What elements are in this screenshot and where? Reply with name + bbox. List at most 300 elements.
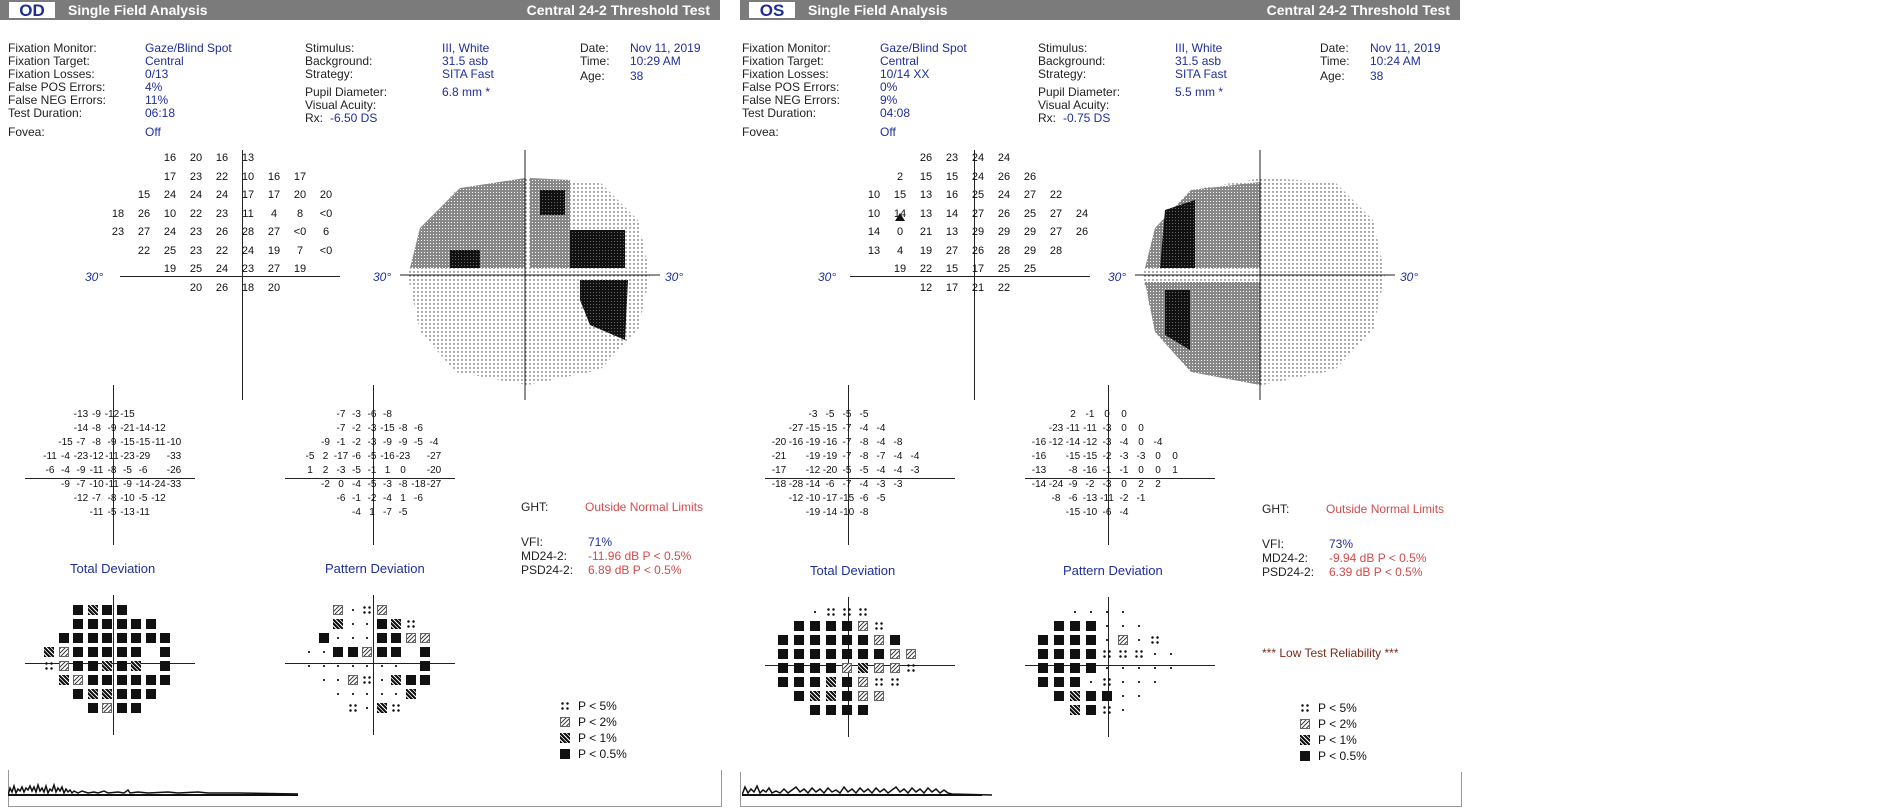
probability-symbol [874,663,884,673]
probability-symbol [420,661,430,671]
grid-value: 15 [945,170,959,183]
probability-symbol [362,633,372,643]
grid-value: -3 [1119,451,1129,462]
grid-value: -19 [805,451,821,462]
grid-value: -12 [788,493,804,504]
probability-symbol [362,605,372,615]
grid-value: -23 [395,451,411,462]
grid-value: -6 [414,423,423,434]
probability-symbol [362,661,372,671]
grid-value: -15 [1065,451,1081,462]
false-neg-label: False NEG Errors: [742,93,841,107]
probability-symbol [1070,607,1080,617]
legend-label: P < 5% [578,699,617,713]
stimulus-value: III, White [442,41,490,55]
probability-symbol [858,621,868,631]
grid-value: -7 [383,507,392,518]
probability-symbol [88,675,98,685]
legend-symbol [1300,735,1310,745]
grid-value: -6 [859,493,869,504]
probability-symbol [348,703,358,713]
grid-value: 1 [1172,465,1178,476]
probability-symbol [1070,635,1080,645]
grid-value: 22 [189,207,203,220]
grid-value: -4 [876,465,886,476]
probability-symbol [1102,621,1112,631]
blind-spot-marker [895,213,905,221]
grid-value: -4 [859,479,869,490]
grid-value: 24 [971,170,985,183]
grid-value: -4 [893,465,903,476]
grid-value: -19 [805,437,821,448]
grid-value: 27 [1023,189,1037,201]
grid-value: -1 [367,465,377,476]
grid-value: 27 [1049,207,1063,220]
pattern-prob-v-axis [373,595,374,735]
probability-symbol [778,663,788,673]
grid-value: -2 [1119,493,1129,504]
grid-value: -5 [107,507,117,518]
fixation-target-value: Central [145,54,184,68]
ght-value: Outside Normal Limits [585,500,704,514]
grid-value: 10 [867,189,881,201]
probability-symbol [117,633,127,643]
probability-symbol [333,647,343,657]
probability-symbol [146,675,156,685]
probability-symbol [1070,663,1080,673]
strategy-value: SITA Fast [1175,67,1227,81]
grid-value: -3 [808,409,818,420]
grid-value: -2 [321,479,330,490]
grid-value: 23 [111,226,125,238]
grid-value: <0 [319,207,333,220]
grid-value: 22 [215,170,229,183]
probability-symbol [1134,677,1144,687]
grid-value: 27 [1049,226,1063,238]
probability-symbol [146,619,156,629]
grid-value: 4 [896,244,904,257]
probability-symbol [102,661,112,671]
probability-symbol [810,621,820,631]
grid-value: 13 [867,244,881,257]
grid-value: -9 [92,409,101,420]
probability-symbol [319,633,329,643]
grid-value: -20 [771,437,787,448]
grid-value: -5 [842,465,852,476]
grid-value: -6 [352,451,361,462]
probability-symbol [391,647,401,657]
probability-symbol [88,633,98,643]
gray-degree-label-left: 30° [1108,270,1127,284]
grid-value: -1 [1119,465,1129,476]
probability-symbol [377,689,387,699]
probability-symbol [333,661,343,671]
grid-value: 13 [945,226,959,238]
probability-symbol [160,647,170,657]
grid-value: -7 [336,423,346,434]
grid-value: <0 [319,244,333,257]
probability-symbol [810,691,820,701]
grid-value: -9 [107,423,117,434]
grid-value: 26 [997,170,1011,183]
grid-value: -1 [1102,465,1112,476]
grid-value: -20 [822,465,838,476]
grid-value: 21 [919,226,933,238]
grid-value: -17 [771,465,787,476]
probability-symbol [348,675,358,685]
vfi-label: VFI: [521,535,544,549]
probability-symbol [391,633,401,643]
grid-value: 10 [867,207,881,220]
grid-value: -11 [151,437,166,448]
grid-value: -20 [426,465,442,476]
probability-symbol [810,677,820,687]
grid-value: -4 [61,465,70,476]
rx-value: -6.50 DS [330,111,378,125]
probability-symbol [1086,677,1096,687]
grid-value: -8 [859,437,869,448]
fovea-label: Fovea: [742,125,779,139]
grid-value: 15 [137,189,151,201]
grid-value: 14 [893,207,907,220]
grid-value: -1 [336,437,346,448]
grid-value: -24 [1048,479,1064,490]
grid-value: 0 [1138,423,1144,434]
grid-value: 27 [137,226,151,238]
probability-symbol [1102,677,1112,687]
grid-value: 16 [945,189,959,201]
os-report [740,0,1460,808]
threshold-h-axis [120,276,340,277]
grid-value: -11 [136,507,150,518]
probability-symbol [842,649,852,659]
grid-value: -6 [1102,507,1112,518]
probability-symbol [1054,649,1064,659]
gray-degree-label-left: 30° [373,270,392,284]
grid-value: -4 [1153,437,1163,448]
probability-symbol [794,663,804,673]
age-label: Age: [580,69,605,83]
pupil-diameter-value: 5.5 mm * [1175,85,1224,99]
grid-value: -3 [367,437,377,448]
probability-symbol [117,689,127,699]
probability-symbol [1086,705,1096,715]
grid-value: 23 [241,263,255,275]
legend-symbol [1300,719,1310,729]
probability-symbol [1070,621,1080,631]
grid-value: -14 [135,423,151,434]
false-neg-value: 11% [145,93,169,107]
probability-symbol [102,689,112,699]
probability-symbol [333,619,343,629]
strategy-label: Strategy: [1038,67,1087,81]
test-duration-label: Test Duration: [742,106,817,120]
grid-value: 19 [919,244,933,257]
grid-value: 2 [1070,409,1076,420]
grid-value: -8 [398,479,408,490]
grid-value: -5 [367,479,377,490]
fixation-target-label: Fixation Target: [8,54,90,68]
grid-value: 25 [189,263,203,275]
probability-symbol [73,619,83,629]
grid-value: -7 [76,437,86,448]
grid-value: 22 [215,244,229,257]
probability-symbol [146,633,156,643]
total-deviation-caption: Total Deviation [70,561,156,576]
grid-value: -3 [1102,437,1112,448]
gray-degree-label-right: 30° [1400,270,1419,284]
fixation-monitor-value: Gaze/Blind Spot [145,41,232,55]
probability-symbol [73,689,83,699]
grid-value: 25 [1023,263,1037,275]
grid-value: -8 [859,507,869,518]
probability-symbol [826,677,836,687]
probability-symbol [858,705,868,715]
probability-symbol [1150,649,1160,659]
probability-symbol [858,607,868,617]
grid-value: -11 [43,451,57,462]
legend-label: P < 1% [1318,733,1357,747]
probability-symbol [160,633,170,643]
grid-value: -12 [1048,437,1064,448]
probability-symbol [333,605,343,615]
grid-value: 16 [267,170,281,183]
grid-value: 0 [338,479,344,490]
test-duration-value: 06:18 [145,106,176,120]
false-pos-label: False POS Errors: [8,80,106,94]
probability-symbol [858,663,868,673]
grid-value: -3 [876,479,886,490]
grid-value: -3 [1136,451,1146,462]
grid-value: -3 [893,479,903,490]
grid-value: -7 [876,451,886,462]
stimulus-value: III, White [1175,41,1223,55]
legend-label: P < 1% [578,731,617,745]
grid-value: -15 [135,437,151,448]
probability-symbol [1134,691,1144,701]
legend-label: P < 5% [1318,701,1357,715]
grid-value: 0 [1138,437,1144,448]
probability-symbol [73,633,83,643]
grid-value: -11 [105,451,119,462]
probability-symbol [826,705,836,715]
probability-symbol [131,619,141,629]
grid-value: -17 [822,493,838,504]
grid-value: 24 [971,152,985,164]
time-label: Time: [1320,54,1350,68]
probability-symbol [102,703,112,713]
grid-value: 1 [307,465,313,476]
grid-value: 15 [945,263,959,275]
grid-value: -4 [893,451,903,462]
age-value: 38 [630,69,644,83]
grid-value: 24 [163,189,177,201]
pupil-diameter-label: Pupil Diameter: [305,85,388,99]
report-title: Single Field Analysis [808,2,948,18]
grid-value: 29 [997,226,1011,238]
ght-label: GHT: [1262,502,1290,516]
md-value: -9.94 dB P < 0.5% [1329,551,1427,565]
grid-value: -5 [859,409,869,420]
grid-value: -3 [910,465,920,476]
legend-label: P < 0.5% [578,747,627,761]
gray-degree-label-right: 30° [665,270,684,284]
grid-value: -16 [380,451,395,462]
grayscale-plot [400,150,660,400]
grid-value: -11 [89,507,104,518]
grid-value: -10 [1082,507,1098,518]
probability-symbol [1118,705,1128,715]
psd-label: PSD24-2: [521,563,574,577]
grid-value: 14 [945,207,959,220]
probability-symbol [1134,621,1144,631]
grid-value: -6 [414,493,423,504]
probability-symbol [1086,621,1096,631]
test-name: Central 24-2 Threshold Test [1266,2,1450,18]
grid-value: 19 [293,263,307,275]
probability-symbol [333,633,343,643]
probability-symbol [1086,649,1096,659]
probability-symbol [1102,635,1112,645]
probability-symbol [304,661,314,671]
grid-value: -8 [893,437,903,448]
background-label: Background: [1038,54,1106,68]
grid-value: -33 [166,479,182,490]
probability-symbol [420,633,430,643]
grid-value: 14 [867,226,881,238]
grid-value: -7 [76,479,86,490]
grid-value: 6 [322,226,330,238]
grid-value: -5 [859,465,869,476]
false-neg-value: 9% [880,93,898,107]
grid-value: 10 [241,170,255,183]
grid-value: -8 [859,451,869,462]
probability-symbol [778,677,788,687]
grid-value: 7 [296,244,304,257]
grid-value: 26 [919,152,933,164]
grid-value: -10 [839,507,855,518]
probability-symbol [842,621,852,631]
grid-value: -16 [822,437,838,448]
pattern-deviation-caption: Pattern Deviation [325,561,425,576]
grid-value: 0 [400,465,406,476]
probability-symbol [858,635,868,645]
grid-value: 24 [241,244,255,257]
probability-symbol [1086,607,1096,617]
probability-symbol [406,633,416,643]
grid-value: -14 [805,479,821,490]
probability-symbol [1086,691,1096,701]
psd-value: 6.39 dB P < 0.5% [1329,565,1423,579]
probability-symbol [304,647,314,657]
probability-symbol [377,661,387,671]
probability-symbol [406,675,416,685]
grid-value: -13 [120,507,135,518]
probability-symbol [1118,677,1128,687]
grid-value: -11 [1066,423,1080,434]
probability-symbol [102,633,112,643]
grid-value: -5 [367,451,377,462]
probability-symbol [73,647,83,657]
probability-symbol [377,605,387,615]
grid-value: -23 [120,451,135,462]
probability-symbol [794,691,804,701]
probability-symbol [1038,677,1048,687]
probability-symbol [794,635,804,645]
ght-value: Outside Normal Limits [1326,502,1445,516]
probability-symbol [348,689,358,699]
probability-symbol [333,675,343,685]
fixation-losses-value: 0/13 [145,67,169,81]
grid-value: -27 [426,451,442,462]
grid-value: -19 [805,507,821,518]
psd-value: 6.89 dB P < 0.5% [588,563,682,577]
grid-value: 20 [189,281,203,294]
grid-value: -4 [910,451,920,462]
probability-symbol [1070,705,1080,715]
ght-label: GHT: [521,500,549,514]
grid-value: 28 [997,244,1011,257]
grid-value: -8 [107,465,117,476]
grid-value: 18 [111,207,125,220]
grid-value: 0 [1121,423,1127,434]
probability-symbol [348,619,358,629]
grid-value: -12 [104,409,120,420]
grid-value: -18 [411,479,426,490]
grid-value: -3 [383,479,392,490]
grid-value: -13 [1031,465,1047,476]
test-name: Central 24-2 Threshold Test [526,2,710,18]
grid-value: -17 [333,451,349,462]
probability-symbol [1054,677,1064,687]
probability-symbol [906,663,916,673]
probability-symbol [160,675,170,685]
grid-value: -5 [123,465,132,476]
probability-symbol [59,661,69,671]
grid-value: -14 [73,423,89,434]
grid-value: 26 [971,244,985,257]
probability-symbol [88,605,98,615]
grid-value: -24 [151,479,166,490]
vfi-label: VFI: [1262,537,1285,551]
grid-value: 17 [293,170,307,183]
grid-value: -10 [120,493,135,504]
probability-symbol [406,619,416,629]
grid-value: -8 [1068,465,1078,476]
grid-value: -8 [1051,493,1061,504]
false-neg-label: False NEG Errors: [8,93,107,107]
grid-value: 17 [163,170,177,183]
probability-symbol [826,663,836,673]
grid-value: -16 [1082,465,1098,476]
legend-symbol [560,701,570,711]
probability-symbol [858,691,868,701]
time-label: Time: [580,54,610,68]
grid-value: -6 [367,409,377,420]
fixation-target-value: Central [880,54,919,68]
psd-label: PSD24-2: [1262,565,1315,579]
grid-value: -27 [426,479,442,490]
pupil-diameter-value: 6.8 mm * [442,85,491,99]
grid-value: 15 [919,170,933,183]
grid-value: -1 [352,493,361,504]
probability-symbol [1102,705,1112,715]
grid-value: -16 [1031,451,1047,462]
grid-value: 25 [1023,207,1037,220]
grid-value: -15 [839,493,855,504]
grid-value: -9 [398,437,408,448]
grid-value: -15 [1082,451,1098,462]
